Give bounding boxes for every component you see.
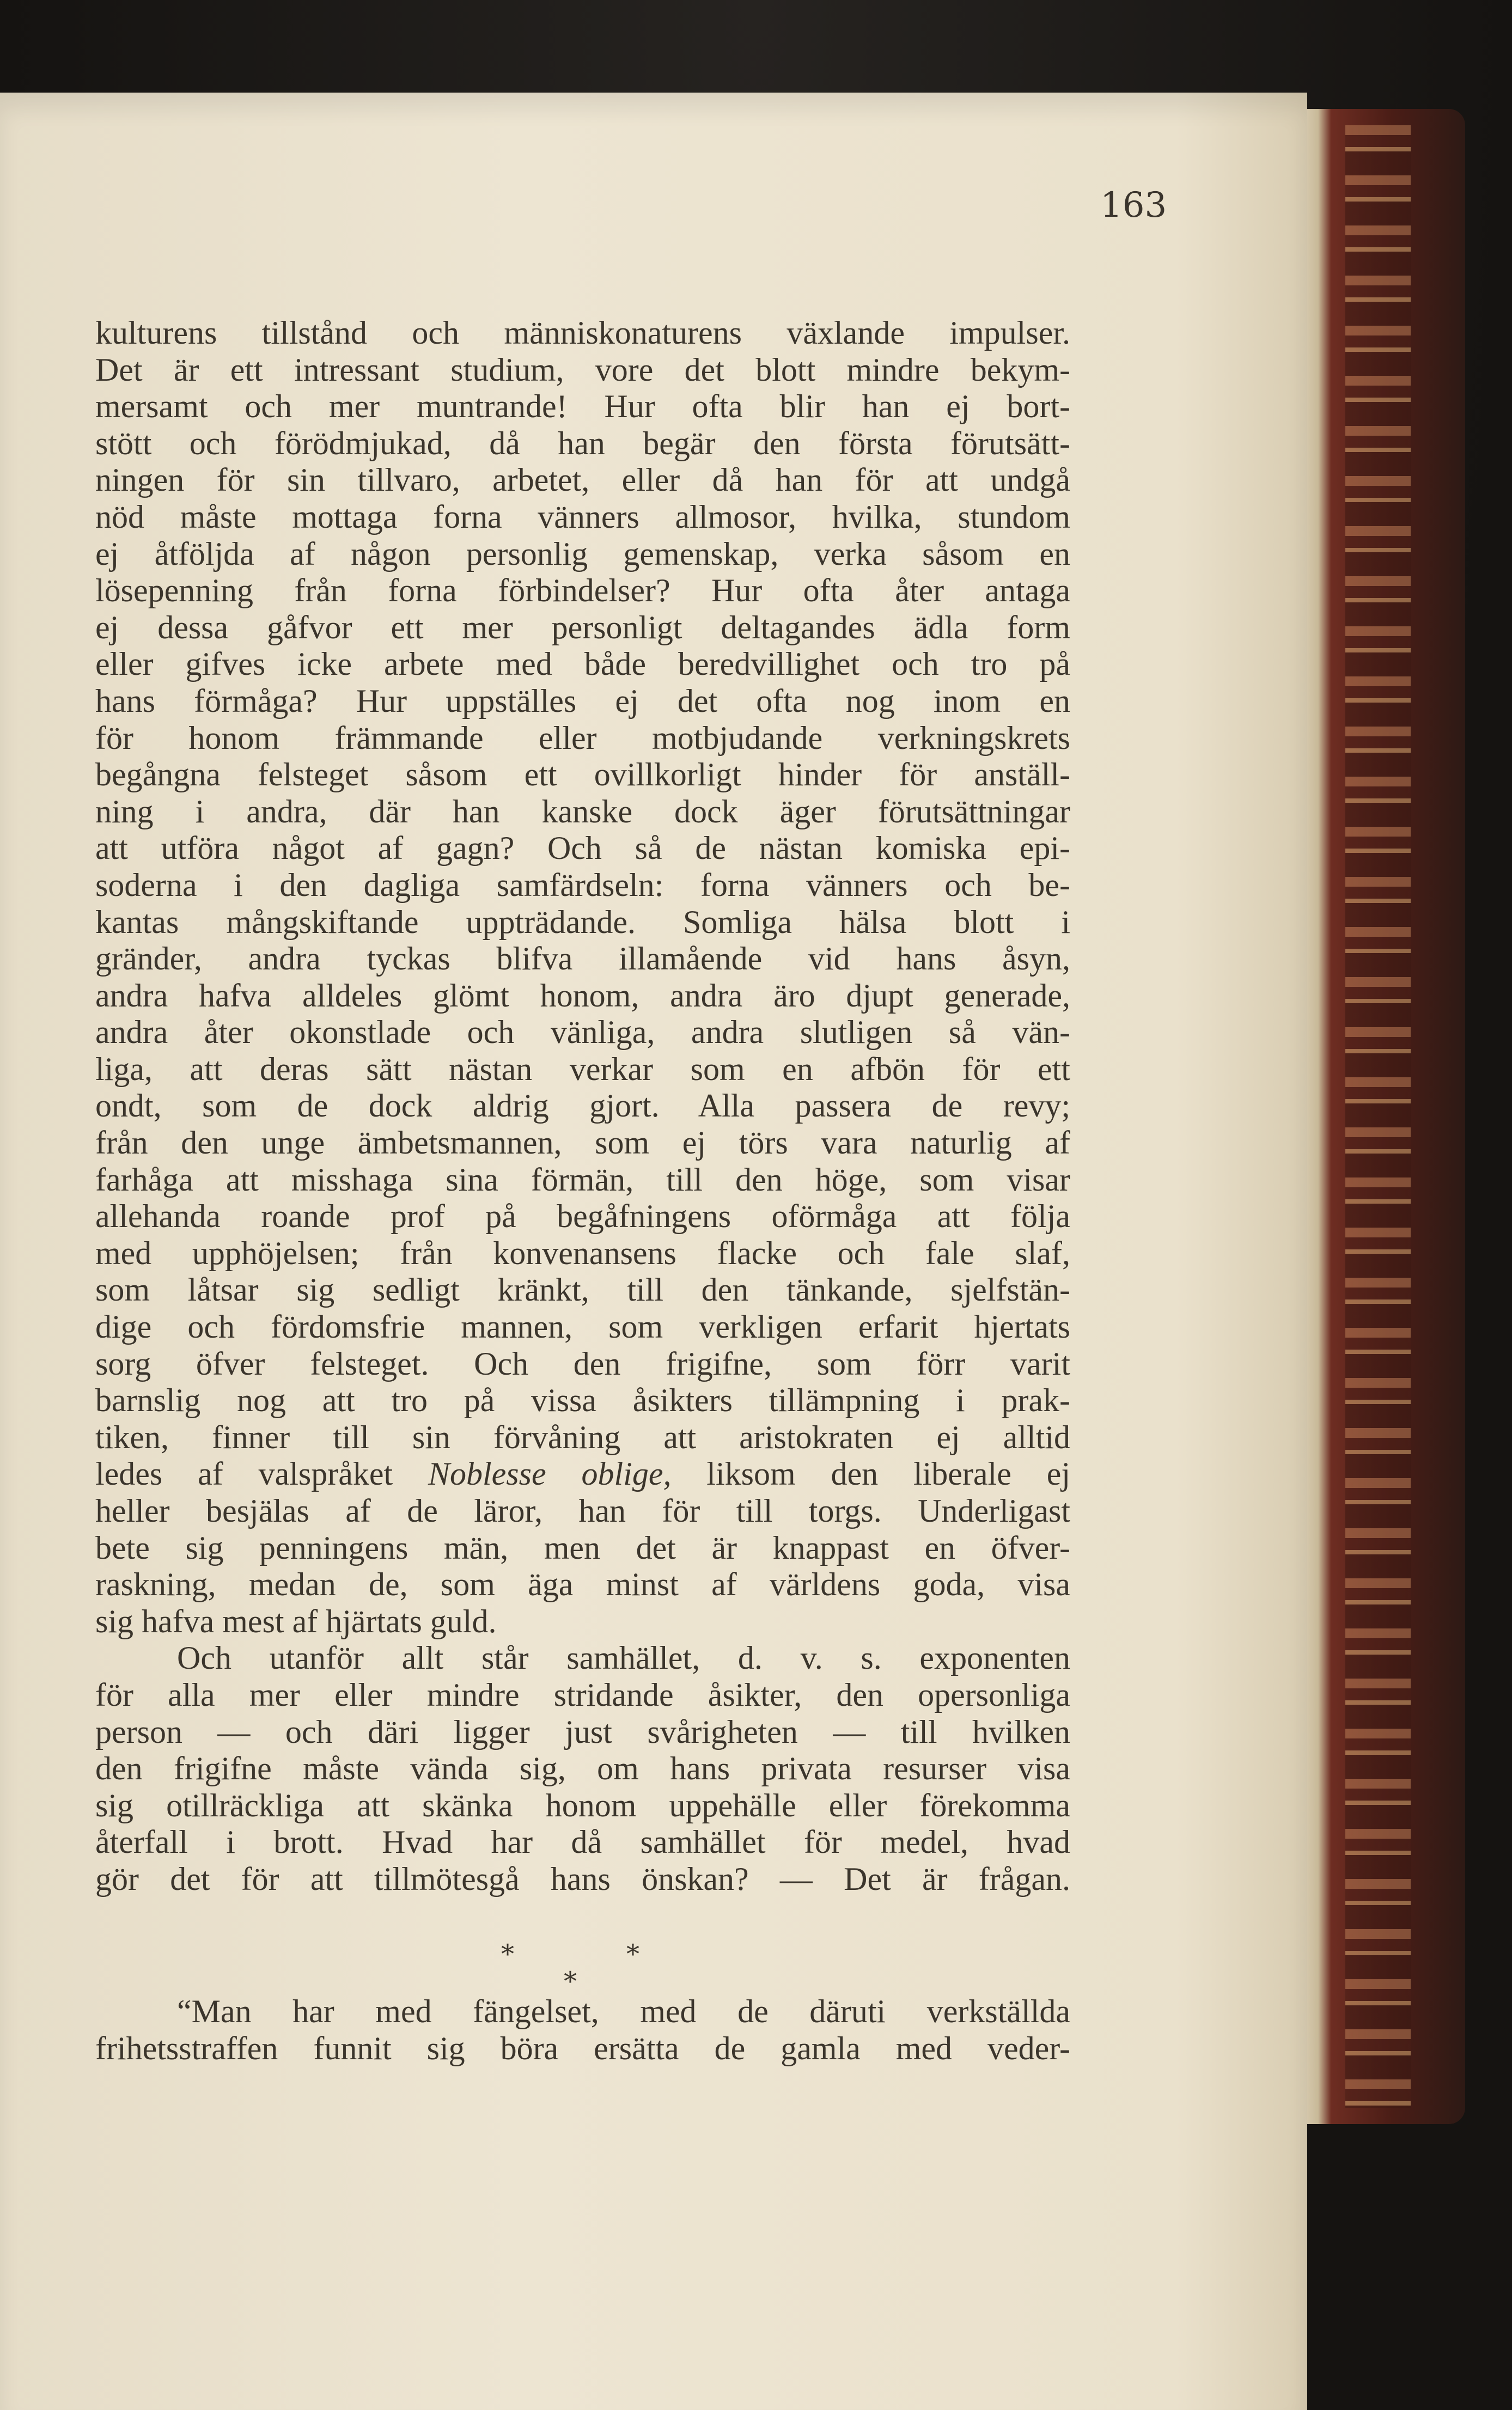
text-line: för alla mer eller mindre stridande åsikter, den opersonliga	[95, 1676, 1070, 1713]
text-line: kulturens tillstånd och människonaturens växlande impulser.	[95, 315, 1070, 351]
text-line: med upphöjelsen; från konvenansens flacke och fale slaf,	[95, 1235, 1070, 1271]
text-line: heller besjälas af de läror, han för till torgs. Underligast	[95, 1493, 1070, 1529]
text-line: raskning, medan de, som äga minst af världens goda, visa	[95, 1566, 1070, 1603]
text-line: begångna felsteget såsom ett ovillkorligt hinder för anställ-	[95, 756, 1070, 793]
text-line: sorg öfver felsteget. Och den frigifne, som förr varit	[95, 1345, 1070, 1382]
text-line: stött och förödmjukad, då han begär den första förutsätt-	[95, 425, 1070, 461]
text-line: från den unge ämbetsmannen, som ej törs vara naturlig af	[95, 1125, 1070, 1161]
text-line: ej åtföljda af någon personlig gemenskap, verka såsom en	[95, 535, 1070, 572]
asterisk-mark: *	[626, 1939, 639, 1969]
text-line: gränder, andra tyckas blifva illamående vid hans åsyn,	[95, 941, 1070, 977]
text-line: mersamt och mer muntrande! Hur ofta blir han ej bort-	[95, 388, 1070, 425]
body-text	[95, 315, 1070, 1898]
quote-text	[95, 1993, 1070, 2067]
text-line: nöd måste mottaga forna vänners allmosor, hvilka, stundom	[95, 498, 1070, 535]
text-line: ning i andra, där han kanske dock äger förutsättningar	[95, 793, 1070, 829]
text-line: sig otillräckliga att skänka honom uppehälle eller förekomma	[95, 1787, 1070, 1823]
book-page-edge	[1302, 109, 1465, 2124]
motto-italic: Noblesse oblige,	[428, 1456, 672, 1492]
quote-line: frihetsstraffen funnit sig böra ersätta de gamla med veder-	[95, 2030, 1070, 2066]
text-line: ej dessa gåfvor ett mer personligt deltagandes ädla form	[95, 609, 1070, 645]
text-line: farhåga att misshaga sina förmän, till den höge, som visar	[95, 1161, 1070, 1198]
text-line: lösepenning från forna förbindelser? Hur ofta åter antaga	[95, 572, 1070, 609]
text-line-end: liksom den liberale ej	[706, 1456, 1070, 1492]
text-line: ondt, som de dock aldrig gjort. Alla passera de revy;	[95, 1088, 1070, 1124]
text-line: allehanda roande prof på begåfningens oförmåga att följa	[95, 1198, 1070, 1235]
text-line: barnslig nog att tro på vissa åsikters tillämpning i prak-	[95, 1382, 1070, 1419]
text-line: eller gifves icke arbete med både beredvillighet och tro på	[95, 646, 1070, 682]
text-line: Det är ett intressant studium, vore det blott mindre bekym-	[95, 351, 1070, 388]
text-line: hans förmåga? Hur uppställes ej det ofta nog inom en	[95, 682, 1070, 719]
page-number: 163	[1100, 185, 1167, 225]
text-line-start: ledes af valspråket	[95, 1456, 393, 1492]
text-line: bete sig penningens män, men det är knappast en öfver-	[95, 1529, 1070, 1566]
text-line: andra hafva alldeles glömt honom, andra äro djupt generade,	[95, 977, 1070, 1014]
text-line: Och utanför allt står samhället, d. v. s. exponenten	[177, 1640, 1070, 1676]
text-line: tiken, finner till sin förvåning att aristokraten ej alltid	[95, 1419, 1070, 1455]
text-line: som låtsar sig sedligt kränkt, till den tänkande, sjelfstän-	[95, 1272, 1070, 1308]
text-line: för honom främmande eller motbjudande verkningskrets	[95, 719, 1070, 756]
text-line: soderna i den dagliga samfärdseln: forna vänners och be-	[95, 867, 1070, 903]
asterisk-mark: *	[564, 1966, 577, 1997]
text-line: ningen för sin tillvaro, arbetet, eller då han för att undgå	[95, 462, 1070, 498]
text-line: att utföra något af gagn? Och så de nästan komiska epi-	[95, 830, 1070, 867]
text-line: liga, att deras sätt nästan verkar som en afbön för ett	[95, 1051, 1070, 1087]
text-line: kantas mångskiftande uppträdande. Somliga hälsa blott i	[95, 904, 1070, 940]
asterisk-mark: *	[501, 1939, 514, 1969]
text-line: den frigifne måste vända sig, om hans privata resurser visa	[95, 1750, 1070, 1787]
text-line: andra åter okonstlade och vänliga, andra slutligen så vän-	[95, 1014, 1070, 1051]
quote-line: “Man har med fängelset, med de däruti verkställda	[177, 1993, 1070, 2029]
text-line: sig hafva mest af hjärtats guld.	[95, 1603, 497, 1639]
text-line: återfall i brott. Hvad har då samhället för medel, hvad	[95, 1824, 1070, 1860]
text-line: dige och fördomsfrie mannen, som verkligen erfarit hjertats	[95, 1309, 1070, 1345]
text-line: person — och däri ligger just svårigheten — till hvilken	[95, 1713, 1070, 1750]
text-line: gör det för att tillmötesgå hans önskan? — Det är frågan.	[95, 1860, 1070, 1897]
text-line-motto	[95, 1456, 1070, 1493]
